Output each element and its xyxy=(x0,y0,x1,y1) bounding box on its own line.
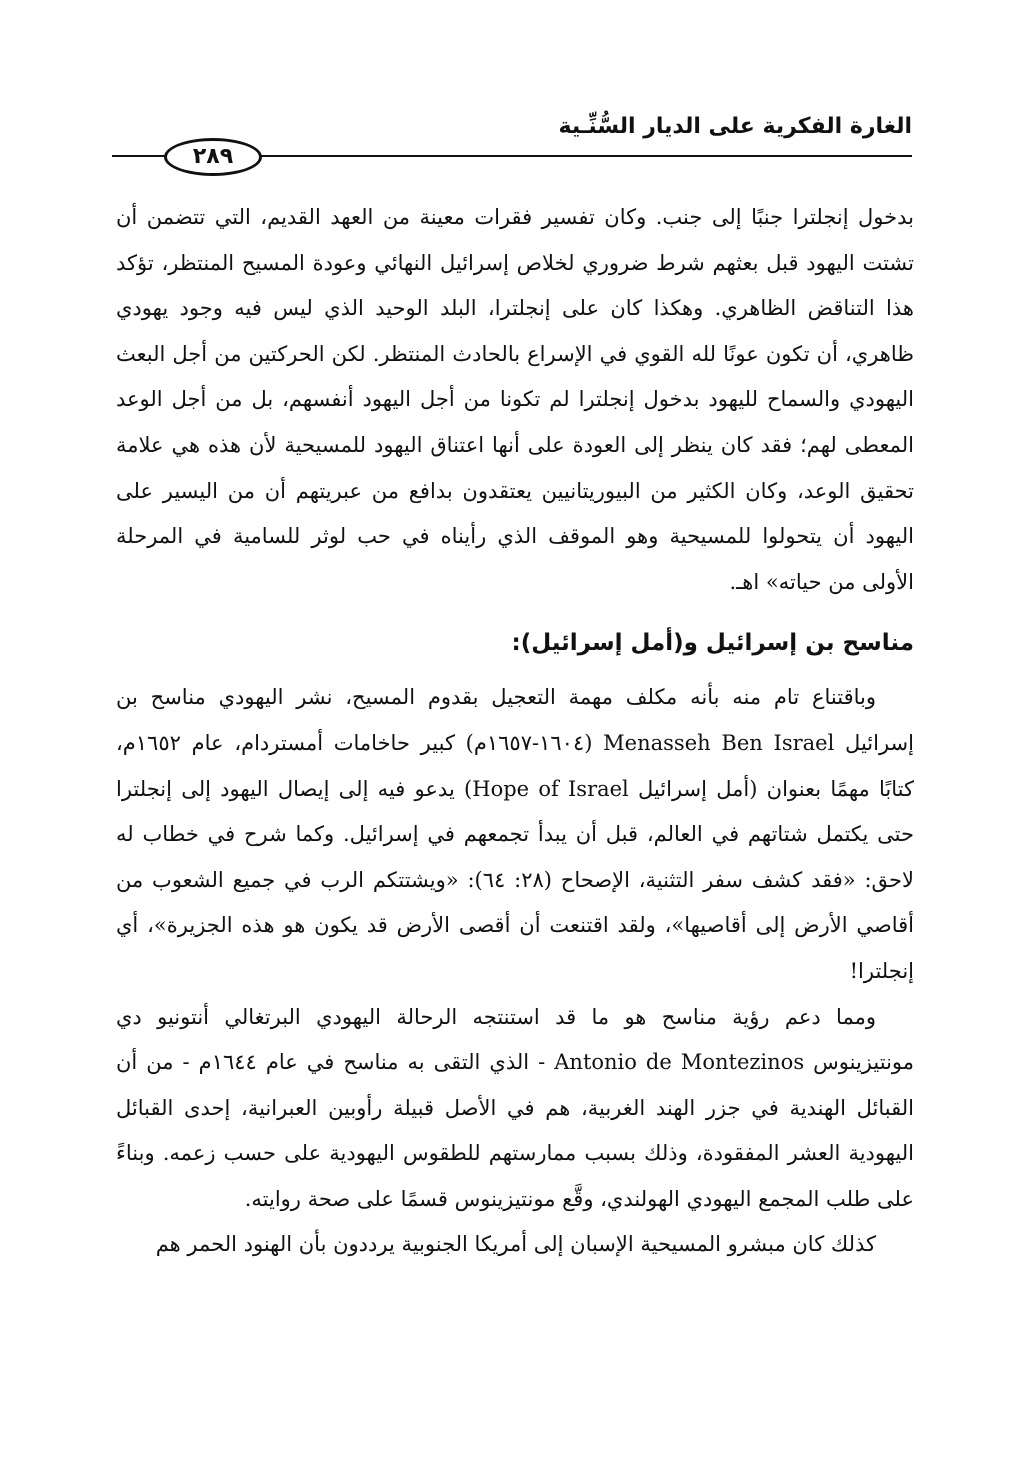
running-header xyxy=(112,100,912,180)
paragraph-menasseh: وباقتناع تام منه بأنه مكلف مهمة التعجيل بقدوم المسيح، نشر اليهودي مناسح بن إسرائيل Menasseh Ben Israel (١٦٠٤-١٦٥٧م) كبير حاخامات أمستردام، عام ١٦٥٢م، كتابًا مهمًا بعنوان (أمل إسرائيل Hope of Israel) يدعو فيه إلى إيصال اليهود إلى إنجلترا حتى يكتمل شتاتهم في العالم، قبل أن يبدأ تجمعهم في إسرائيل. وكما شرح في خطاب له لاحق: «فقد كشف سفر التثنية، الإصحاح (٢٨: ٦٤): «ويشتتكم الرب في جميع الشعوب من أقاصي الأرض إلى أقاصيها»، ولقد اقتنعت أن أقصى الأرض قد يكون هو هذه الجزيرة»، أي إنجلترا! xyxy=(116,685,915,983)
page-number-badge: ٢٨٩ xyxy=(164,138,262,176)
section-heading: مناسح بن إسرائيل و(أمل إسرائيل): xyxy=(511,630,914,657)
paragraph-continuation: بدخول إنجلترا جنبًا إلى جنب. وكان تفسير فقرات معينة من العهد القديم، التي تتضمن أن تشتت اليهود قبل بعثهم شرط ضروري لخلاص إسرائيل النهائي وعودة المسيح المنتظر، تؤكد هذا التناقض الظاهري. وهكذا كان على إنجلترا، البلد الوحيد الذي ليس فيه وجود يهودي ظاهري، أن تكون عونًا لله القوي في الإسراع بالحادث المنتظر. لكن الحركتين من أجل البعث اليهودي والسماح لليهود بدخول إنجلترا لم تكونا من أجل اليهود أنفسهم، بل من أجل الوعد المعطى لهم؛ فقد كان ينظر إلى العودة على أنها اعتناق اليهود للمسيحية لأن هذه هي علامة تحقيق الوعد، وكان الكثير من البيوريتانيين يعتقدون بدافع من عبريتهم أن من اليسير على اليهود أن يتحولوا للمسيحية وهو الموقف الذي رأيناه في حب لوثر للسامية في المرحلة الأولى من حياته» اهـ. xyxy=(116,205,914,594)
paragraph-missionaries: كذلك كان مبشرو المسيحية الإسبان إلى أمريكا الجنوبية يرددون بأن الهنود الحمر هم xyxy=(155,1232,876,1257)
header-title: الغارة الفكرية على الديار السُّنِّـية xyxy=(558,114,912,139)
paragraph-montezinos: ومما دعم رؤية مناسح هو ما قد استنتجه الرحالة اليهودي البرتغالي أنتونيو دي مونتيزينوس Antonio de Montezinos - الذي التقى به مناسح في عام ١٦٤٤م - من أن القبائل الهندية في جزر الهند الغربية، هم في الأصل قبيلة رأوبين العبرانية، إحدى القبائل اليهودية العشر المفقودة، وذلك بسبب ممارستهم للطقوس اليهودية على حسب زعمه. وبناءً على طلب المجمع اليهودي الهولندي، وقَّع مونتيزينوس قسمًا على صحة روايته. xyxy=(116,1004,915,1211)
page-body xyxy=(116,195,914,1268)
